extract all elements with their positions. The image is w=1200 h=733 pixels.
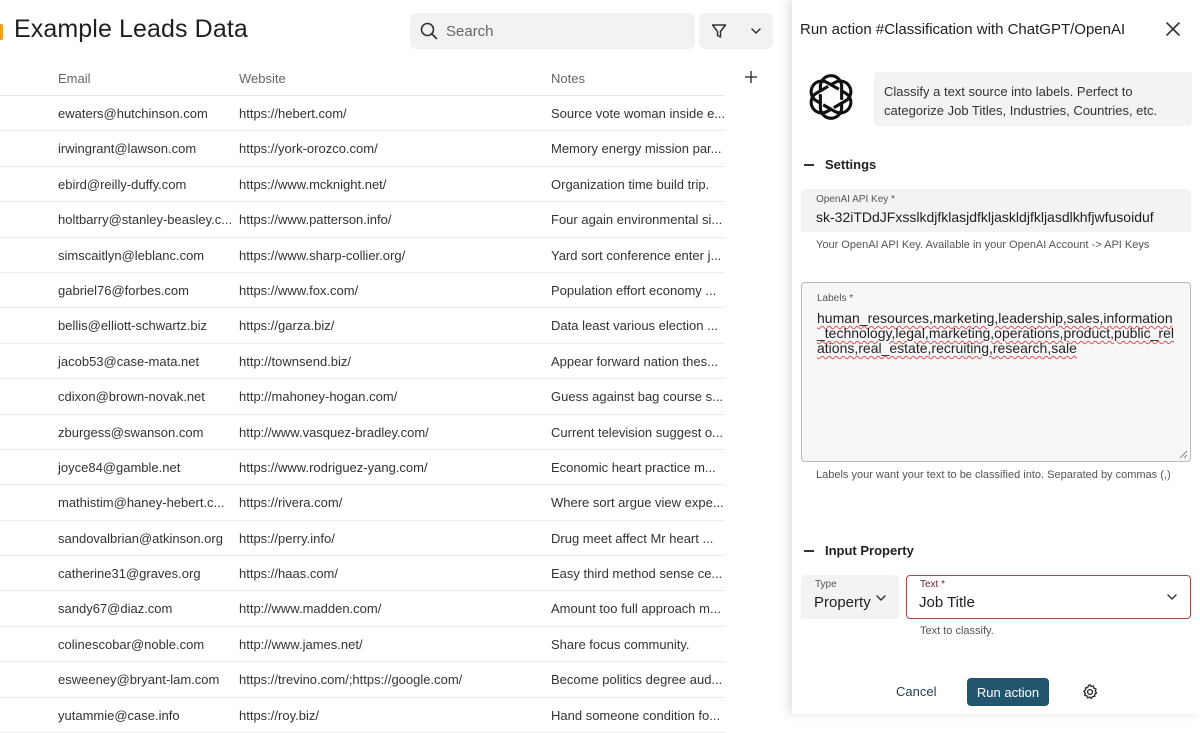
table-row[interactable] xyxy=(0,415,725,450)
table-row[interactable] xyxy=(0,485,725,520)
table-row[interactable] xyxy=(0,698,725,733)
search-box[interactable] xyxy=(410,13,695,49)
labels-label: Labels * xyxy=(817,293,854,304)
cell-email: zburgess@swanson.com xyxy=(58,424,204,440)
cell-email: simscaitlyn@leblanc.com xyxy=(58,247,205,263)
cell-website: http://www.james.net/ xyxy=(239,636,363,652)
run-action-button[interactable]: Run action xyxy=(967,678,1049,706)
input-property-heading: Input Property xyxy=(825,543,914,558)
chevron-down-icon xyxy=(875,592,887,604)
cell-website: https://www.patterson.info/ xyxy=(239,212,392,228)
gear-icon[interactable] xyxy=(1081,683,1099,701)
chevron-down-icon xyxy=(750,25,762,37)
column-header-website[interactable]: Website xyxy=(239,71,286,86)
table-row[interactable] xyxy=(0,202,725,237)
table-row[interactable] xyxy=(0,167,725,202)
cell-website: https://www.fox.com/ xyxy=(239,282,359,298)
filter-controls xyxy=(699,13,773,49)
column-header-notes[interactable]: Notes xyxy=(551,71,585,86)
table-row[interactable] xyxy=(0,308,725,343)
cell-notes: Current television suggest o... xyxy=(551,424,723,440)
cell-website: http://www.madden.com/ xyxy=(239,601,382,617)
type-value: Property xyxy=(814,594,871,611)
labels-help: Labels your want your text to be classified into. Separated by commas (,) xyxy=(816,469,1171,481)
input-property-section-toggle[interactable] xyxy=(804,543,914,558)
cell-notes: Data least various election ... xyxy=(551,318,718,334)
table-row[interactable] xyxy=(0,96,725,131)
table-row[interactable] xyxy=(0,344,725,379)
cell-email: cdixon@brown-novak.net xyxy=(58,389,205,405)
cell-email: sandy67@diaz.com xyxy=(58,601,173,617)
cell-website: https://www.mcknight.net/ xyxy=(239,176,387,192)
filter-icon xyxy=(711,23,727,39)
cell-notes: Easy third method sense ce... xyxy=(551,566,723,582)
cell-email: colinescobar@noble.com xyxy=(58,636,205,652)
cell-notes: Hand someone condition fo... xyxy=(551,707,721,723)
page-title: Example Leads Data xyxy=(14,15,248,43)
cell-notes: Organization time build trip. xyxy=(551,176,710,192)
cell-email: joyce84@gamble.net xyxy=(58,459,181,475)
cell-notes: Appear forward nation thes... xyxy=(551,353,718,369)
cell-email: ewaters@hutchinson.com xyxy=(58,106,208,121)
cell-email: bellis@elliott-schwartz.biz xyxy=(58,318,208,334)
table-row[interactable] xyxy=(0,627,725,662)
cell-notes: Drug meet affect Mr heart ... xyxy=(551,530,714,546)
cell-email: irwingrant@lawson.com xyxy=(58,141,197,157)
table-row[interactable] xyxy=(0,379,725,414)
table-row[interactable] xyxy=(0,450,725,485)
settings-section-toggle[interactable] xyxy=(804,157,876,172)
cell-email: mathistim@haney-hebert.c... xyxy=(58,495,225,511)
cell-website: http://www.vasquez-bradley.com/ xyxy=(239,424,429,440)
cell-website: https://hebert.com/ xyxy=(239,106,347,121)
openai-logo-icon xyxy=(802,68,860,126)
cell-notes: Become politics degree aud... xyxy=(551,672,723,688)
action-description: Classify a text source into labels. Perfect to categorize Job Titles, Industries, Countries, etc. xyxy=(874,72,1192,126)
cell-email: ebird@reilly-duffy.com xyxy=(58,176,187,192)
collapse-icon xyxy=(804,550,814,552)
accent-marker xyxy=(0,24,3,40)
table-row[interactable] xyxy=(0,521,725,556)
cell-notes: Guess against bag course s... xyxy=(551,389,723,405)
cell-email: esweeney@bryant-lam.com xyxy=(58,672,220,688)
cell-website: https://roy.biz/ xyxy=(239,707,319,723)
cell-notes: Four again environmental si... xyxy=(551,212,723,228)
cell-notes: Where sort argue view expe... xyxy=(551,495,724,511)
cell-email: gabriel76@forbes.com xyxy=(58,282,189,298)
table-row[interactable] xyxy=(0,662,725,697)
search-icon xyxy=(420,22,438,40)
table-row[interactable] xyxy=(0,556,725,591)
cell-website: https://www.sharp-collier.org/ xyxy=(239,247,406,263)
cell-notes: Economic heart practice m... xyxy=(551,459,716,475)
cell-notes: Population effort economy ... xyxy=(551,282,717,298)
run-action-panel xyxy=(792,0,1200,714)
api-key-field[interactable] xyxy=(801,189,1191,232)
table-row[interactable] xyxy=(0,131,725,166)
text-value: Job Title xyxy=(919,594,975,611)
type-label: Type xyxy=(815,579,837,590)
cell-website: https://haas.com/ xyxy=(239,566,338,582)
labels-textarea[interactable]: human_resources,marketing,leadership,sales,information_technology,legal,marketing,operations,product,public_relations,real_estate,recruiting,research,sale xyxy=(817,310,1174,356)
cell-notes: Memory energy mission par... xyxy=(551,141,722,157)
search-input[interactable] xyxy=(446,23,676,40)
type-select[interactable] xyxy=(801,575,899,619)
cell-email: catherine31@graves.org xyxy=(58,566,201,582)
text-label: Text * xyxy=(920,579,946,590)
collapse-icon xyxy=(804,164,814,166)
cell-notes: Yard sort conference enter j... xyxy=(551,247,722,263)
cancel-button[interactable]: Cancel xyxy=(896,684,937,699)
settings-heading: Settings xyxy=(825,157,877,172)
cell-website: https://perry.info/ xyxy=(239,530,335,546)
cell-website: https://york-orozco.com/ xyxy=(239,141,378,157)
chevron-down-icon xyxy=(1166,591,1178,603)
filter-button[interactable] xyxy=(699,13,739,49)
cell-email: jacob53@case-mata.net xyxy=(58,353,200,369)
cell-website: https://www.rodriguez-yang.com/ xyxy=(239,459,428,475)
cell-notes: Amount too full approach m... xyxy=(551,601,721,617)
table-row[interactable] xyxy=(0,591,725,626)
table-row[interactable] xyxy=(0,238,725,273)
api-key-label: OpenAI API Key * xyxy=(816,194,895,205)
cell-website: https://garza.biz/ xyxy=(239,318,335,334)
panel-title: Run action #Classification with ChatGPT/OpenAI xyxy=(800,21,1126,38)
cell-website: https://trevino.com/;https://google.com/ xyxy=(239,672,463,688)
column-header-email[interactable]: Email xyxy=(58,71,91,86)
cell-notes: Share focus community. xyxy=(551,636,690,652)
text-property-select[interactable] xyxy=(906,575,1191,619)
cell-website: http://townsend.biz/ xyxy=(239,353,352,369)
api-key-input[interactable]: sk-32iTDdJFxsslkdjfklasjdfkljaskldjfkljasdlkhfjwfusoiduf xyxy=(816,209,1154,225)
cell-email: sandovalbrian@atkinson.org xyxy=(58,530,223,546)
labels-field[interactable] xyxy=(801,282,1191,462)
table-body xyxy=(0,96,725,733)
cell-website: http://mahoney-hogan.com/ xyxy=(239,389,398,405)
api-key-help: Your OpenAI API Key. Available in your OpenAI Account -> API Keys xyxy=(816,239,1150,251)
cell-website: https://rivera.com/ xyxy=(239,495,343,511)
close-icon[interactable] xyxy=(1164,20,1182,38)
text-help: Text to classify. xyxy=(920,625,994,637)
cell-email: holtbarry@stanley-beasley.c... xyxy=(58,212,233,228)
table-row[interactable] xyxy=(0,273,725,308)
add-column-plus-icon[interactable] xyxy=(742,68,760,86)
cell-notes: Source vote woman inside e... xyxy=(551,106,726,121)
resize-grip-icon[interactable] xyxy=(1178,449,1188,459)
cell-email: yutammie@case.info xyxy=(58,707,180,723)
filter-dropdown-button[interactable] xyxy=(739,13,773,49)
